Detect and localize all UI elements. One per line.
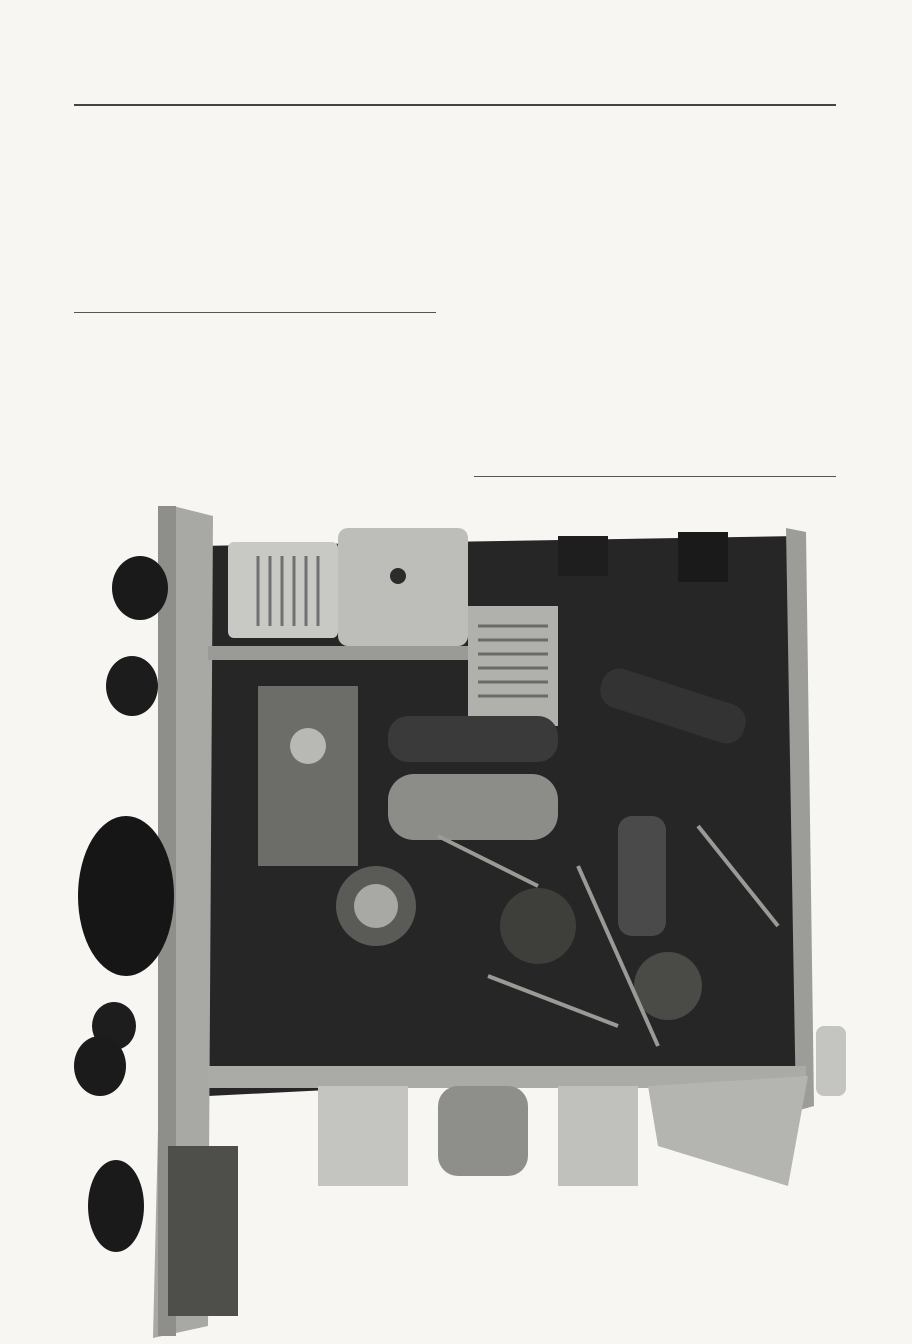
right-column-rule [474, 476, 836, 477]
underchassis-photo [58, 506, 848, 1338]
caption-top-rule [74, 312, 436, 313]
header-rule [74, 104, 836, 106]
page-header [74, 64, 836, 100]
figure-caption [80, 338, 430, 341]
